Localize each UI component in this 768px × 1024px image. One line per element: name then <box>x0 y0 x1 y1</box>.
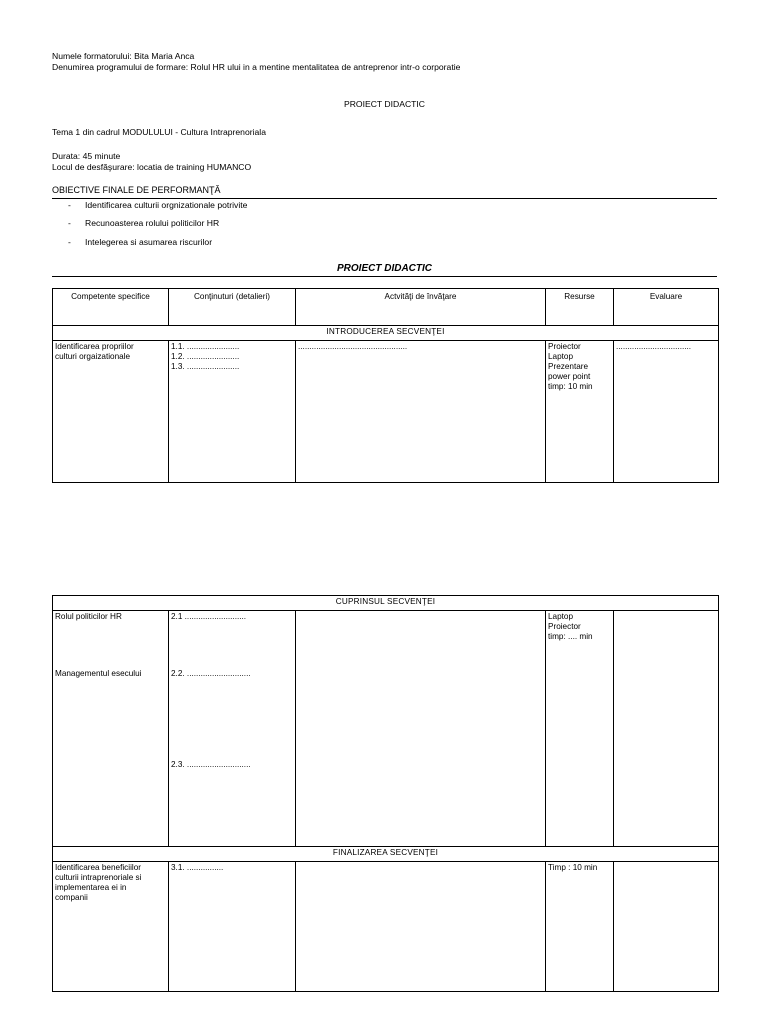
body-activities <box>296 611 546 847</box>
objective-bullet: - <box>68 237 71 247</box>
header-contents: Conţinuturi (detalieri) <box>169 289 296 326</box>
body-evaluation <box>614 611 719 847</box>
objective-bullet: - <box>68 200 71 210</box>
program-name: Denumirea programului de formare: Rolul HR ului in a mentine mentalitatea de antreprenor intr-o corporatie <box>52 62 461 72</box>
final-evaluation <box>614 862 719 992</box>
trainer-name: Numele formatorului: Bita Maria Anca <box>52 51 195 61</box>
objectives-divider <box>52 198 717 199</box>
duration: Durata: 45 minute <box>52 151 121 161</box>
header-evaluation: Evaluare <box>614 289 719 326</box>
objectives-heading: OBIECTIVE FINALE DE PERFORMANŢĂ <box>52 185 221 195</box>
final-competence: Identificarea beneficiilor culturii intraprenoriale si implementarea ei in companii <box>53 862 169 992</box>
section-subtitle: PROIECT DIDACTIC <box>337 263 432 274</box>
intro-contents: 1.1. ....................... 1.2. ....................... 1.3. ....................... <box>169 341 296 483</box>
intro-activities: ................................................ <box>296 341 546 483</box>
body-resources: Laptop Proiector timp: .... min <box>546 611 614 847</box>
objective-bullet: - <box>68 218 71 228</box>
final-activities <box>296 862 546 992</box>
document-title: PROIECT DIDACTIC <box>343 99 425 109</box>
location: Locul de desfăşurare: locatia de training HUMANCO <box>52 162 252 172</box>
final-contents: 3.1. ................ <box>169 862 296 992</box>
intro-section-label: INTRODUCEREA SECVENŢEI <box>53 326 719 341</box>
lesson-table-part-2 <box>52 595 719 992</box>
intro-competence: Identificarea propriilor culturi orgaizationale <box>53 341 169 483</box>
intro-resources: Proiector Laptop Prezentare power point timp: 10 min <box>546 341 614 483</box>
body-section-label: CUPRINSUL SECVENŢEI <box>53 596 719 611</box>
subtitle-divider <box>52 276 717 277</box>
header-competences: Competente specifice <box>53 289 169 326</box>
intro-evaluation: ................................. <box>614 341 719 483</box>
final-section-label: FINALIZAREA SECVENŢEI <box>53 847 719 862</box>
header-resources: Resurse <box>546 289 614 326</box>
body-contents: 2.1 ........................... 2.2. ............................ 2.3. ............................ <box>169 611 296 847</box>
module-theme: Tema 1 din cadrul MODULULUI - Cultura Intraprenoriala <box>52 127 266 137</box>
objective-item: Intelegerea si asumarea riscurilor <box>85 237 213 247</box>
objective-item: Identificarea culturii orgnizationale potrivite <box>85 200 248 210</box>
objective-item: Recunoasterea rolului politicilor HR <box>85 218 220 228</box>
body-competence: Rolul politicilor HR Managementul esecului <box>53 611 169 847</box>
lesson-table-part-1 <box>52 288 719 483</box>
header-activities: Actvităţi de învăţare <box>296 289 546 326</box>
final-resources: Timp : 10 min <box>546 862 614 992</box>
